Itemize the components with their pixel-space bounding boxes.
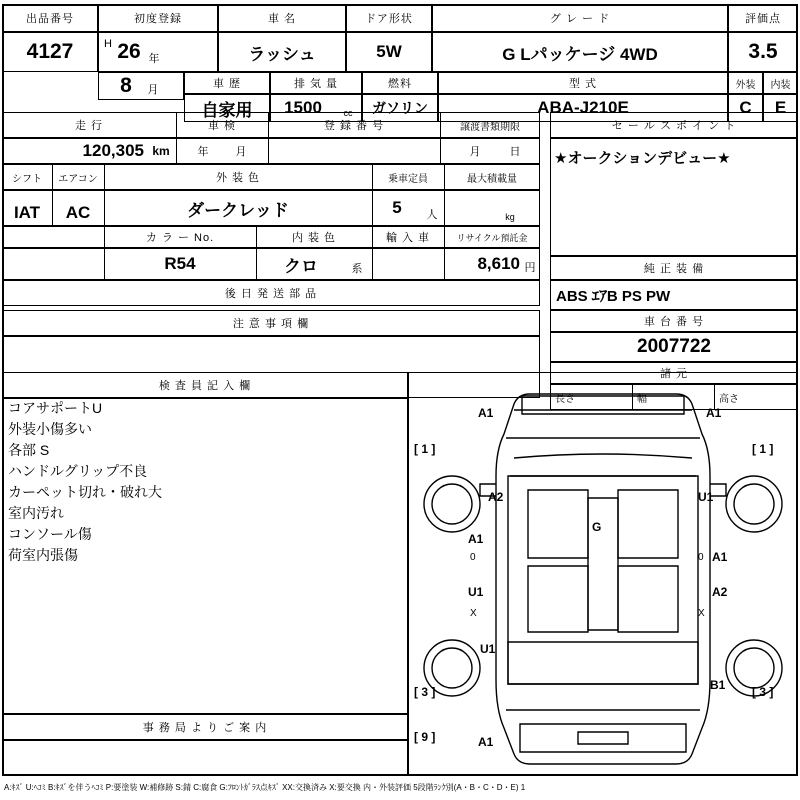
damage-mark: U1 [480,642,496,656]
fuel-label: 燃料 [388,78,412,90]
damage-mark: [ 3 ] [414,685,436,699]
exterior-color-value: ダークレッド [187,200,289,220]
max-load-unit: kg [505,212,515,222]
damage-mark: [ 9 ] [414,730,436,744]
inspection-month-unit: 月 [235,146,247,158]
inspector-line: ハンドルグリップ不良 [8,463,148,479]
score-value: 3.5 [748,40,778,63]
notes-title: 注 意 事 項 欄 [232,318,310,330]
inspector-line: コアサポートU [8,400,103,416]
exterior-grade-label: 外装 [735,79,756,91]
equipment-value: ABS ｴｱB PS PW [556,287,671,305]
fuel-value: ガソリン [372,100,428,116]
score-label: 評価点 [745,13,781,25]
inspection-label: 車 検 [207,120,237,132]
model-label: 型 式 [568,78,598,90]
transfer-label: 譲渡書類期限 [460,121,520,133]
car-outline-svg [410,380,796,776]
sales-title: セ ー ル ス ポ イ ン ト [611,120,737,132]
inspection-year-unit: 年 [197,146,209,158]
color-no-label: カ ラ ー No. [145,232,215,244]
mileage-unit: km [152,144,170,158]
damage-mark: U1 [698,490,714,504]
mileage-value: 120,305 [82,141,144,160]
inspector-line: 荷室内張傷 [8,547,78,563]
interior-color-label: 内 装 色 [291,232,337,244]
lot-value: 4127 [26,40,74,63]
damage-mark: A2 [488,490,504,504]
grade-value: G Lパッケージ 4WD [502,44,658,64]
door-label: ドア形状 [365,13,413,25]
dimension-label: 諸 元 [659,368,689,380]
car-name-value: ラッシュ [248,44,316,64]
inspector-line: 各部 S [8,442,50,458]
displacement-label: 排 気 量 [293,78,339,90]
exterior-grade-value: C [739,98,752,117]
interior-grade-value: E [774,98,787,117]
inspector-lines [8,398,162,566]
ac-label: エアコン [58,173,98,185]
length-label: 長さ [555,393,575,405]
max-load-label: 最大積載量 [467,173,517,185]
history-value: 自家用 [201,100,253,120]
first-reg-year-unit: 年 [148,53,160,65]
equipment-title: 純 正 装 備 [643,263,705,275]
import-label: 輸 入 車 [385,232,431,244]
sales-text: ★オークションデビュー★ [554,149,731,167]
transfer-day-unit: 日 [509,146,521,158]
damage-mark: A1 [478,406,494,420]
interior-color-suffix: 系 [351,263,363,275]
damage-small-mark: X [698,608,705,619]
height-label: 高さ [719,393,739,405]
first-reg-label: 初度登録 [134,13,182,25]
damage-mark: G [592,520,602,534]
office-title: 事 務 局 よ り ご 案 内 [142,722,268,734]
legend-footer: A:ｷｽﾞ U:ﾍｺﾐ B:ｷｽﾞを伴うﾍｺﾐ P:要塗装 W:補修跡 S:錆 C:腐食 G:ﾌﾛﾝﾄｶﾞﾗｽ点ｷｽﾞ XX:交換済み X:要交換 内・外装評価 5段階ﾗﾝｸ別(A・B・C・D・E) 1 [4,783,526,792]
inspector-line: 室内汚れ [8,505,64,521]
ac-value: AC [65,203,91,222]
damage-mark: A1 [468,532,484,546]
width-label: 幅 [637,393,647,405]
interior-color-value: クロ [284,256,318,276]
damage-small-mark: 0 [698,552,704,563]
office-body-cell [2,740,408,776]
first-reg-month: 8 [120,74,132,97]
inspector-line: コンソール傷 [8,526,92,542]
exterior-color-label: 外 装 色 [215,172,261,184]
grade-label: グ レ ー ド [549,13,611,25]
car-diagram [410,380,796,776]
transfer-month-unit: 月 [469,146,481,158]
later-parts-label: 後 日 発 送 部 品 [224,288,318,300]
damage-mark: [ 1 ] [752,442,774,456]
inspector-title: 検 査 員 記 入 欄 [158,380,252,392]
recycle-value: 8,610 [477,254,520,273]
inspector-line: カーペット切れ・破れ大 [8,484,162,500]
shift-value: IAT [13,203,41,222]
recycle-label: リサイクル預託金 [456,232,528,243]
damage-mark: A1 [478,735,494,749]
damage-small-mark: 0 [470,552,476,563]
first-reg-year: 26 [117,40,141,63]
damage-mark: [ 3 ] [752,685,774,699]
color-no-value: R54 [164,254,196,273]
history-label: 車 歴 [212,78,242,90]
lot-label: 出品番号 [26,13,74,25]
damage-small-mark: X [470,608,477,619]
car-name-label: 車 名 [267,13,297,25]
seats-unit: 人 [426,209,438,221]
chassis-value: 2007722 [637,336,711,357]
first-reg-month-unit: 月 [147,84,159,96]
damage-mark: A1 [712,550,728,564]
registration-label: 登 録 番 号 [323,120,385,132]
damage-mark: B1 [710,678,726,692]
displacement-unit: cc [343,108,353,118]
shift-label: シフト [12,173,42,185]
first-reg-era: H [104,38,112,50]
door-value: 5W [376,42,402,61]
seats-value: 5 [392,198,402,217]
recycle-unit: 円 [524,262,536,274]
interior-grade-label: 内装 [770,79,791,91]
damage-mark: U1 [468,585,484,599]
damage-mark: A1 [706,406,722,420]
mileage-label: 走 行 [74,120,104,132]
chassis-label: 車 台 番 号 [643,316,705,328]
damage-mark: [ 1 ] [414,442,436,456]
model-value: ABA-J210E [537,98,629,117]
displacement-value: 1500 [284,98,322,117]
damage-mark: A2 [712,585,728,599]
inspector-line: 外装小傷多い [8,421,92,437]
seats-label: 乗車定員 [388,173,428,185]
